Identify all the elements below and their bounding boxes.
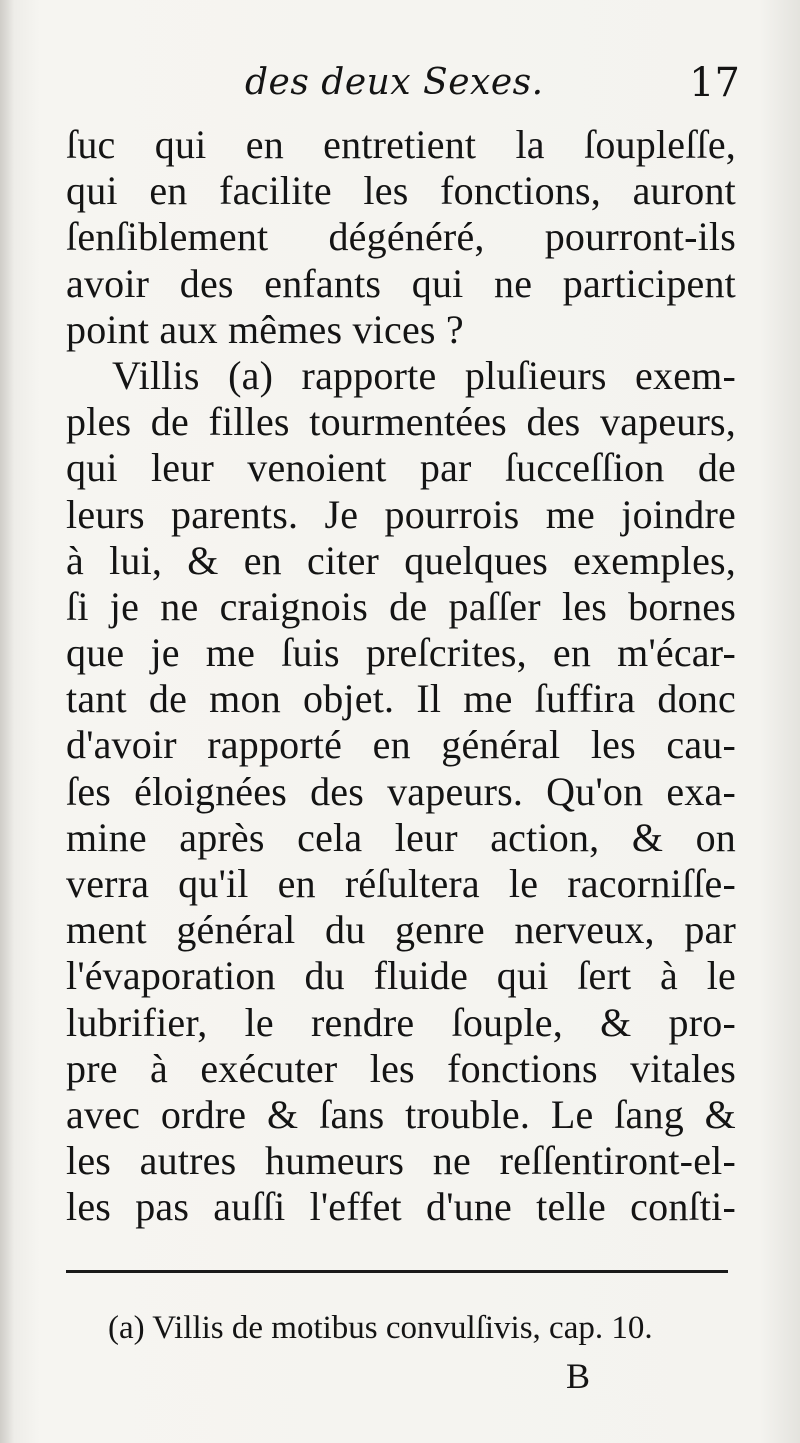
- running-head: [60, 58, 740, 108]
- text-line: lubrifier, le rendre ſouple, & pro-: [66, 999, 736, 1045]
- signature-mark: B: [566, 1356, 591, 1396]
- text-line: pre à exécuter les fonctions vitales: [66, 1045, 736, 1091]
- text-line: l'évaporation du fluide qui ſert à le: [66, 953, 736, 999]
- text-line: ſuc qui en entretient la ſoupleſſe,: [66, 122, 736, 167]
- footnote-rule: [66, 1270, 728, 1273]
- running-title: des deux Sexes.: [245, 62, 544, 103]
- text-line: les pas auſſi l'effet d'une telle conſti-: [66, 1184, 736, 1230]
- text-line: ment général du genre nerveux, par: [66, 907, 736, 953]
- page-number: 17: [689, 60, 740, 106]
- text-line: Villis (a) rapporte pluſieurs exem-: [112, 352, 736, 398]
- text-line: d'avoir rapporté en général les cau-: [66, 722, 736, 768]
- text-line: point aux mêmes vices ?: [66, 306, 464, 352]
- text-line: ſi je ne craignois de paſſer les bornes: [66, 583, 736, 629]
- text-line: ſenſiblement dégénéré, pourront-ils: [66, 214, 736, 260]
- text-line: mine après cela leur action, & on: [66, 814, 736, 860]
- text-line: à lui, & en citer quelques exemples,: [66, 537, 736, 583]
- body-text: [66, 122, 736, 1231]
- footnote: (a) Villis de motibus convulſivis, cap. 10.: [108, 1310, 653, 1346]
- text-line: les autres humeurs ne reſſentiront-el-: [66, 1138, 736, 1184]
- text-line: tant de mon objet. Il me ſuffira donc: [66, 676, 736, 722]
- page-gutter-shadow: [0, 0, 14, 1443]
- text-line: que je me ſuis preſcrites, en m'écar-: [66, 630, 736, 676]
- text-line: verra qu'il en réſultera le racorniſſe-: [66, 861, 736, 906]
- text-line: qui leur venoient par ſucceſſion de: [66, 445, 736, 491]
- text-line: leurs parents. Je pourrois me joindre: [66, 491, 736, 537]
- text-line: ples de filles tourmentées des vapeurs,: [66, 399, 736, 445]
- text-line: avec ordre & ſans trouble. Le ſang &: [66, 1091, 736, 1137]
- text-line: avoir des enfants qui ne participent: [66, 260, 736, 306]
- text-line: ſes éloignées des vapeurs. Qu'on exa-: [66, 768, 736, 814]
- text-line: qui en facilite les fonctions, auront: [66, 168, 736, 214]
